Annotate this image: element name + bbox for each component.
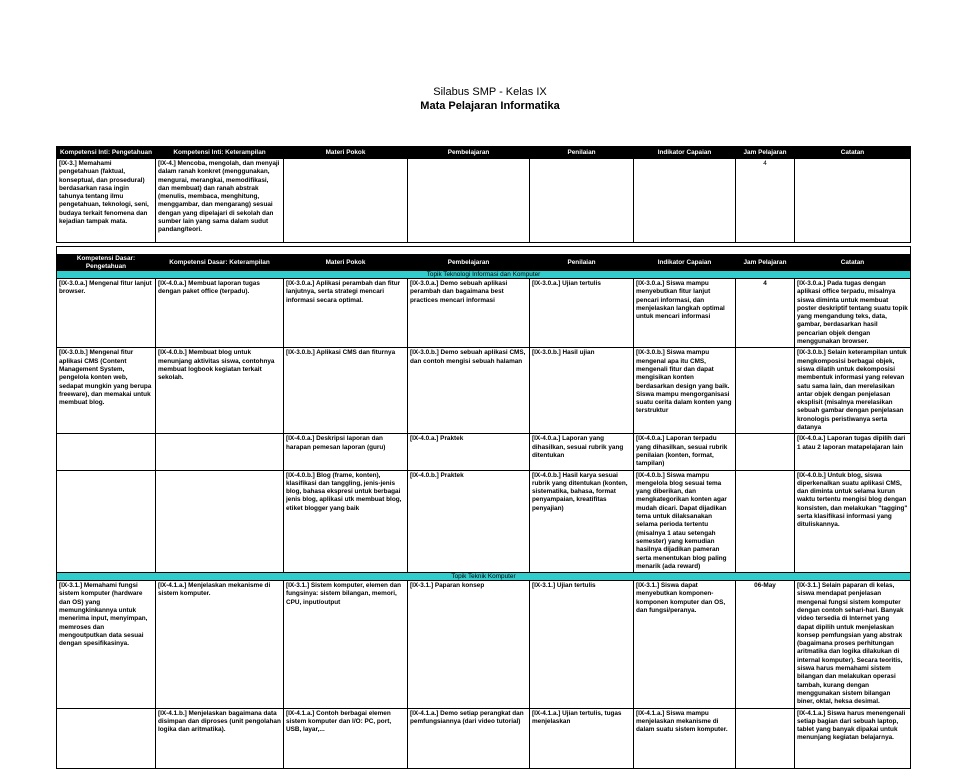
table-cell: [IX-3.0.a.] Pada tugas dengan aplikasi office terpadu, misalnya siswa diminta untuk membuat poster deskriptif tentang suatu topik yang mengandung teks, data, gambar, berdasarkan hasil pencarian objek dengan menggunakan browser. <box>795 279 911 348</box>
table-cell: [IX-4.1.a.] Contoh berbagai elemen sistem komputer dan I/O: PC, port, USB, layar,... <box>284 708 408 768</box>
document-subtitle: Mata Pelajaran Informatika <box>420 100 560 112</box>
table-cell <box>530 159 634 243</box>
table-row <box>57 348 911 434</box>
col-header: Catatan <box>795 147 911 159</box>
col-header: Kompetensi Dasar: Keterampilan <box>156 255 284 271</box>
table-cell: [IX-4.0.b.] Hasil karya sesuai rubrik yang ditentukan (konten, sistematika, bahasa, format penyampaian, kreatifitas penyajian) <box>530 470 634 573</box>
col-header: Pembelajaran <box>408 255 530 271</box>
table-cell <box>408 159 530 243</box>
col-header: Kompetensi Dasar: Pengetahuan <box>57 255 156 271</box>
table-cell: [IX-4.0.b.] Blog (frame, konten), klasifikasi dan tanggling, jenis-jenis blog, bahasa ekspresi untuk berbagai jenis blog, aplikasi utk membuat blog, etiket blogger yang baik <box>284 470 408 573</box>
table-cell <box>57 470 156 573</box>
table-cell: [IX-3.0.b.] Demo sebuah aplikasi CMS, dan contoh mengisi sebuah halaman <box>408 348 530 434</box>
table-cell: [IX-3.0.b.] Hasil ujian <box>530 348 634 434</box>
table-cell: [IX-4.0.a.] Laporan tugas dipilih dari 1 atau 2 laporan matapelajaran lain <box>795 434 911 470</box>
table-cell: [IX-3.1.] Paparan konsep <box>408 581 530 708</box>
table-cell: [IX-4.] Mencoba, mengolah, dan menyaji dalam ranah konkret (menggunakan, mengurai, merangkai, memodifikasi, dan membuat) dan ranah abstrak (menulis, membaca, menghitung, menggambar, dan mengarang) sesuai dengan yang dipelajari di sekolah dan sumber lain yang sama dalam sudut pandang/teori. <box>156 159 284 243</box>
col-header: Indikator Capaian <box>634 255 736 271</box>
table-cell: [IX-4.0.b.] Siswa mampu mengelola blog sesuai tema yang diberikan, dan mengkategorikan konten agar mudah dicari. Dapat dijadikan tema untuk dilaksanakan selama perioda tertentu (misalnya 1 atau setengah semester) yang kemudian hasilnya dijadikan pameran serta menentukan blog paling menarik (ada reward) <box>634 470 736 573</box>
table-cell: [IX-3.0.b.] Mengenal fitur aplikasi CMS (Content Management System, pengelola konten web, sedapat mungkin yang berupa freeware), dan memakai untuk membuat blog. <box>57 348 156 434</box>
table-cell: [IX-3.1.] Siswa dapat menyebutkan komponen-komponen komputer dan OS, dan fungsi/peranya. <box>634 581 736 708</box>
table-cell <box>634 159 736 243</box>
table-row <box>57 581 911 708</box>
table-cell: [IX-3.] Memahami pengetahuan (faktual, konseptual, dan prosedural) berdasarkan rasa ingin tahunya tentang ilmu pengetahuan, teknologi, seni, budaya terkait fenomena dan kejadian tampak mata. <box>57 159 156 243</box>
table-row <box>57 159 911 243</box>
topic-row <box>57 573 911 581</box>
table-cell: [IX-4.1.a.] Demo setiap perangkat dan pemfungsiannya (dari video tutorial) <box>408 708 530 768</box>
document-title: Silabus SMP - Kelas IX <box>433 86 547 98</box>
topic-label: Topik Teknik Komputer <box>57 573 911 581</box>
kompetensi-inti-table <box>56 146 911 243</box>
header-row <box>57 147 911 159</box>
table-cell <box>284 159 408 243</box>
table-cell <box>795 159 911 243</box>
table-cell: [IX-3.1.] Ujian tertulis <box>530 581 634 708</box>
table-cell: [IX-4.0.a.] Laporan yang dihasilkan, sesuai rubrik yang ditentukan <box>530 434 634 470</box>
table-cell: 06-May <box>736 581 795 708</box>
table-cell <box>736 708 795 768</box>
kompetensi-dasar-table <box>56 246 911 769</box>
table-row <box>57 708 911 768</box>
table-cell: 4 <box>736 279 795 348</box>
table-cell: 4 <box>736 159 795 243</box>
table-cell: [IX-3.0.a.] Demo sebuah aplikasi perambah dan bagaimana best practices mencari informasi <box>408 279 530 348</box>
table-row <box>57 470 911 573</box>
table-cell <box>57 434 156 470</box>
table-cell: [IX-4.1.a.] Siswa harus menengenali setiap bagian dari sebuah laptop, tablet yang banyak dipakai untuk menunjang kegiatan belajarnya. <box>795 708 911 768</box>
col-header: Indikator Capaian <box>634 147 736 159</box>
table-cell: [IX-3.0.b.] Siswa mampu mengenal apa itu CMS, mengenali fitur dan dapat mengisikan konten berdasarkan design yang baik. Siswa mampu mengorganisasi suatu cerita dalam konten yang terstruktur <box>634 348 736 434</box>
col-header: Catatan <box>795 255 911 271</box>
table-cell: [IX-4.1.b.] Menjelaskan bagaimana data disimpan dan diproses (unit pengolahan logika dan aritmatika). <box>156 708 284 768</box>
table-cell: [IX-3.1.] Selain paparan di kelas, siswa mendapat penjelasan mengenai fungsi sistem komputer dengan contoh sehari-hari. Banyak video tersedia di Internet yang dapat dipilih untuk menjelaskan konsep pemfungsian yang abstrak (bagaimana proses perhitungan aritmatika dan logika dilakukan di internal komputer). Secara teoritis, siswa harus memahami sistem bilangan dan melakukan operasi tambah, kurang dengan menggunakan sistem bilangan biner, oktal, heksa desimal. <box>795 581 911 708</box>
table-cell: [IX-3.1.] Sistem komputer, elemen dan fungsinya: sistem bilangan, memori, CPU, input/output <box>284 581 408 708</box>
table-cell: [IX-4.0.b.] Membuat blog untuk menunjang aktivitas siswa, contohnya membuat logbook kegiatan terkait sekolah. <box>156 348 284 434</box>
table-cell: [IX-4.0.a.] Membuat laporan tugas dengan paket office (terpadu). <box>156 279 284 348</box>
table-cell: [IX-4.0.a.] Praktek <box>408 434 530 470</box>
col-header: Materi Pokok <box>284 255 408 271</box>
table-row <box>57 279 911 348</box>
col-header: Kompetensi Inti: Keterampilan <box>156 147 284 159</box>
table-cell: [IX-4.0.b.] Untuk blog, siswa diperkenalkan suatu aplikasi CMS, dan diminta untuk selama kurun waktu tertentu mengisi blog dengan konsisten, dan melakukan "tagging" serta klasifikasi informasi yang dituliskannya. <box>795 470 911 573</box>
col-header: Penilaian <box>530 147 634 159</box>
table-cell <box>156 470 284 573</box>
col-header: Pembelajaran <box>408 147 530 159</box>
spacer-row <box>57 247 911 255</box>
table-row <box>57 434 911 470</box>
table-cell: [IX-3.0.a.] Ujian tertulis <box>530 279 634 348</box>
col-header: Penilaian <box>530 255 634 271</box>
table-cell <box>736 348 795 434</box>
spacer-cell <box>57 247 911 255</box>
table-cell: [IX-4.1.a.] Siswa mampu menjelaskan mekanisme di dalam suatu sistem komputer. <box>634 708 736 768</box>
col-header: Kompetensi Inti: Pengetahuan <box>57 147 156 159</box>
table-cell: [IX-4.1.a.] Menjelaskan mekanisme di sistem komputer. <box>156 581 284 708</box>
table-cell: [IX-3.0.a.] Mengenal fitur lanjut browser. <box>57 279 156 348</box>
col-header: Jam Pelajaran <box>736 147 795 159</box>
table-cell <box>736 434 795 470</box>
topic-label: Topik Teknologi Informasi dan Komputer <box>57 271 911 279</box>
table-cell <box>156 434 284 470</box>
table-cell: [IX-4.1.a.] Ujian tertulis, tugas menjelaskan <box>530 708 634 768</box>
table-cell: [IX-3.0.b.] Aplikasi CMS dan fiturnya <box>284 348 408 434</box>
table-cell: [IX-3.0.b.] Selain keterampilan untuk mengkomposisi berbagai objek, siswa dilatih untuk dekomposisi membentuk informasi yang relevan satu sama lain, dan merelasikan antar objek dengan penjelasan eksplisit (misalnya merelasikan sebuah gambar dengan penjelasan kronologis peristiwanya serta datanya <box>795 348 911 434</box>
table-cell: [IX-4.0.b.] Praktek <box>408 470 530 573</box>
table-cell: [IX-3.0.a.] Aplikasi perambah dan fitur lanjutnya, serta strategi mencari informasi secara optimal. <box>284 279 408 348</box>
topic-row <box>57 271 911 279</box>
table-cell <box>57 708 156 768</box>
table-cell: [IX-3.1.] Memahami fungsi sistem komputer (hardware dan OS) yang memungkinkannya untuk menerima input, menyimpan, memroses dan mengoutputkan data sesuai dengan spesifikasinya. <box>57 581 156 708</box>
table-cell <box>736 470 795 573</box>
table-cell: [IX-4.0.a.] Deskripsi laporan dan harapan pemesan laporan (guru) <box>284 434 408 470</box>
col-header: Jam Pelajaran <box>736 255 795 271</box>
header-row <box>57 255 911 271</box>
table-cell: [IX-3.0.a.] Siswa mampu menyebutkan fitur lanjut pencari informasi, dan menjelaskan langkah optimal untuk mencari informasi <box>634 279 736 348</box>
col-header: Materi Pokok <box>284 147 408 159</box>
table-cell: [IX-4.0.a.] Laporan terpadu yang dihasilkan, sesuai rubrik penilaian (konten, format, tampilan) <box>634 434 736 470</box>
